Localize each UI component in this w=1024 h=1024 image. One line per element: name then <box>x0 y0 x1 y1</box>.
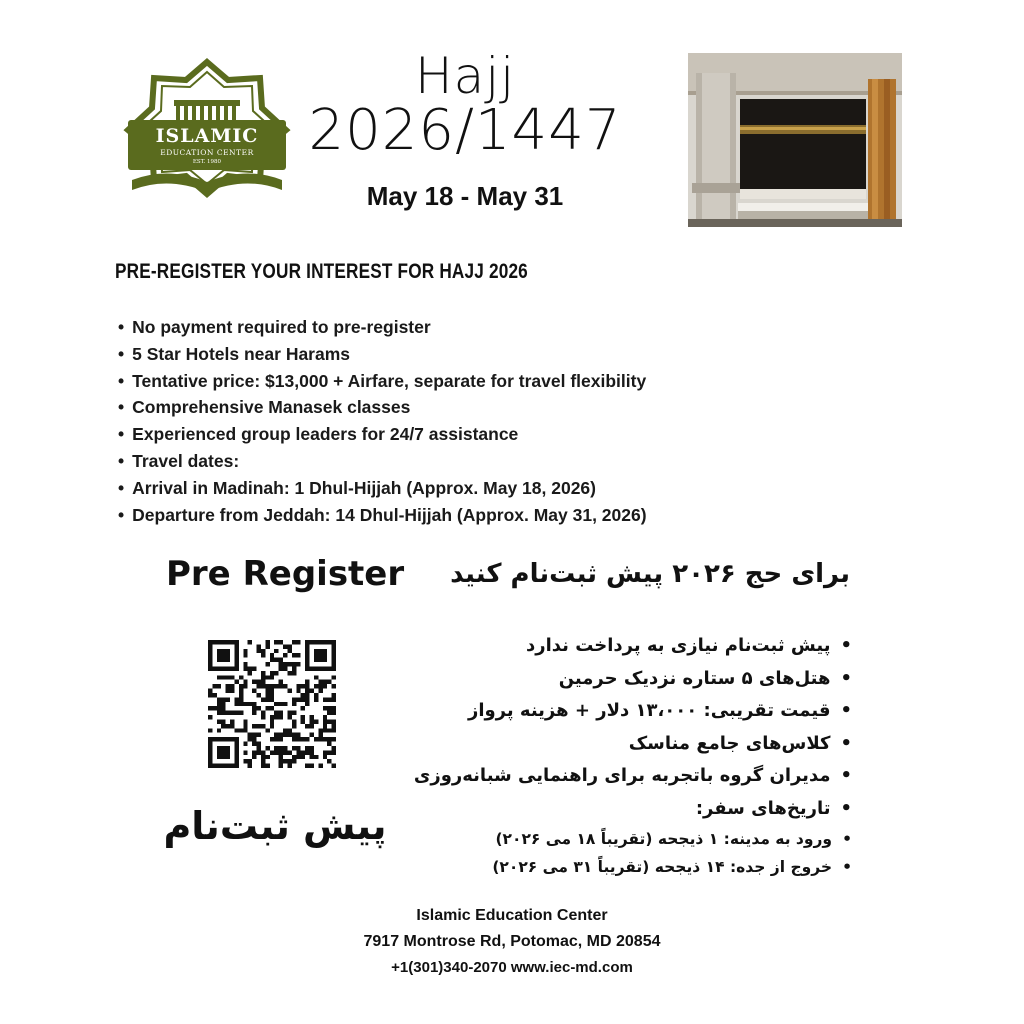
list-item: • قیمت تقریبی: ۱۳،۰۰۰ دلار + هزینه پرواز <box>414 695 852 728</box>
footer-address: 7917 Montrose Rd, Potomac, MD 20854 <box>363 933 661 950</box>
english-heading: PRE-REGISTER YOUR INTEREST FOR HAJJ 2026 <box>115 260 528 283</box>
pre-register-heading-en: Pre Register <box>166 554 405 594</box>
list-item: • هتل‌های ۵ ستاره نزدیک حرمین <box>414 663 852 696</box>
logo-subtitle: EDUCATION CENTER <box>160 148 254 157</box>
list-item: • Arrival in Madinah: 1 Dhul-Hijjah (Approx. May 18, 2026) <box>118 475 647 502</box>
logo-established: EST. 1980 <box>192 159 222 165</box>
qr-code-icon <box>208 640 336 768</box>
islamic-education-center-logo <box>118 58 296 198</box>
list-item: • خروج از جده: ۱۴ ذیجحه (تقریباً ۳۱ می ۲۰۲۶) <box>414 853 852 881</box>
list-item: • No payment required to pre-register <box>118 314 647 341</box>
list-item: • مدیران گروه باتجربه برای راهنمایی شبانه‌روزی <box>414 760 852 793</box>
list-item: • Comprehensive Manasek classes <box>118 394 647 421</box>
list-item: • ورود به مدینه: ۱ ذیجحه (تقریباً ۱۸ می ۲۰۲۶) <box>414 825 852 853</box>
pre-register-heading-fa: پیش ثبت‌نام <box>163 804 387 848</box>
date-range: May 18 - May 31 <box>366 181 564 211</box>
persian-bullet-list <box>414 630 852 881</box>
footer-organization: Islamic Education Center <box>416 907 608 924</box>
title-hajj: Hajj <box>414 47 516 105</box>
logo-word: ISLAMIC <box>155 125 259 147</box>
list-item: • پیش ثبت‌نام نیازی به پرداخت ندارد <box>414 630 852 663</box>
qr-code[interactable] <box>208 640 336 768</box>
list-item: • کلاس‌های جامع مناسک <box>414 728 852 761</box>
title-year: 2026/1447 <box>308 98 622 163</box>
list-item: • Travel dates: <box>118 448 647 475</box>
english-bullet-list <box>118 314 647 528</box>
persian-heading: برای حج ۲۰۲۶ پیش ثبت‌نام کنید <box>450 559 850 589</box>
list-item: • Departure from Jeddah: 14 Dhul-Hijjah (Approx. May 31, 2026) <box>118 502 647 529</box>
list-item: • Tentative price: $13,000 + Airfare, separate for travel flexibility <box>118 368 647 395</box>
kaaba-photo <box>688 53 902 227</box>
list-item: • 5 Star Hotels near Harams <box>118 341 647 368</box>
footer-contact: +1(301)340-2070 www.iec-md.com <box>391 959 633 976</box>
list-item: • تاریخ‌های سفر: <box>414 793 852 826</box>
list-item: • Experienced group leaders for 24/7 assistance <box>118 421 647 448</box>
